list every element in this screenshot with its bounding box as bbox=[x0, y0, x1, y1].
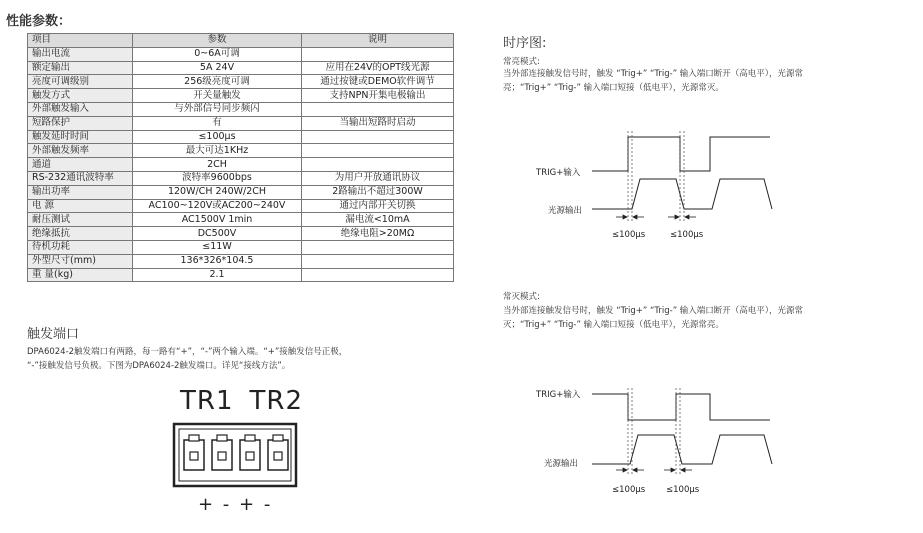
off-desc-line-2: 灭；“Trig+” “Trig-” 输入端口短接（低电平），光源常亮。 bbox=[503, 320, 724, 330]
table-row bbox=[28, 116, 454, 130]
cell-item: 外部触发输入 bbox=[28, 102, 133, 116]
delay-label-4: ≤100μs bbox=[666, 485, 700, 495]
cell-desc: 绝缘电阻>20MΩ bbox=[302, 227, 454, 241]
header-item: 项目 bbox=[28, 34, 133, 48]
tr2-label: TR2 bbox=[249, 386, 303, 416]
off-mode-description bbox=[503, 304, 903, 332]
cell-param: 波特率9600bps bbox=[133, 171, 302, 185]
table-row bbox=[28, 144, 454, 158]
delay-label-3: ≤100μs bbox=[612, 485, 646, 495]
cell-item: 输出电流 bbox=[28, 47, 133, 61]
cell-desc: 当输出短路时启动 bbox=[302, 116, 454, 130]
connector-diagram bbox=[172, 422, 298, 488]
normal-desc-line-1: 当外部连接触发信号时，触发 “Trig+” “Trig-” 输入端口断开（高电平），光源常 bbox=[503, 69, 804, 79]
cell-desc: 为用户开放通讯协议 bbox=[302, 171, 454, 185]
header-param: 参数 bbox=[133, 34, 302, 48]
cell-item: 重 量(kg) bbox=[28, 268, 133, 282]
cell-desc: 应用在24V的OPT线光源 bbox=[302, 61, 454, 75]
section-title: 性能参数： bbox=[6, 14, 72, 29]
terminal-2 bbox=[212, 435, 232, 470]
cell-param: 136*326*104.5 bbox=[133, 254, 302, 268]
trigger-desc-line-2: “-”接触发信号负极。下图为DPA6024-2触发端口。详见“接线方法”。 bbox=[27, 361, 291, 371]
cell-desc bbox=[302, 158, 454, 172]
cell-desc bbox=[302, 47, 454, 61]
light-output-label-2: 光源输出 bbox=[544, 459, 579, 469]
cell-item: 通道 bbox=[28, 158, 133, 172]
cell-param: 最大可达1KHz bbox=[133, 144, 302, 158]
pin-polarity-labels: + - + - bbox=[198, 494, 273, 515]
cell-item: 外型尺寸(mm) bbox=[28, 254, 133, 268]
normal-mode-description bbox=[503, 67, 903, 95]
spec-table bbox=[27, 33, 454, 282]
cell-item: 绝缘抵抗 bbox=[28, 227, 133, 241]
terminal-3 bbox=[240, 435, 260, 470]
trig-input-label: TRIG+输入 bbox=[536, 168, 581, 178]
cell-param: 256级亮度可调 bbox=[133, 75, 302, 89]
cell-desc bbox=[302, 102, 454, 116]
cell-item: 亮度可调级别 bbox=[28, 75, 133, 89]
cell-param: 开关量触发 bbox=[133, 89, 302, 103]
cell-item: RS-232通讯波特率 bbox=[28, 171, 133, 185]
cell-param: 2CH bbox=[133, 158, 302, 172]
cell-param: 0~6A可调 bbox=[133, 47, 302, 61]
cell-desc: 2路输出不超过300W bbox=[302, 185, 454, 199]
trigger-desc-line-1: DPA6024-2触发端口有两路，每一路有“+”，“-”两个输入端。“+”接触发信号正极， bbox=[27, 347, 348, 357]
table-row bbox=[28, 240, 454, 254]
table-header-row bbox=[28, 34, 454, 48]
cell-item: 外部触发频率 bbox=[28, 144, 133, 158]
cell-desc bbox=[302, 144, 454, 158]
table-row bbox=[28, 47, 454, 61]
terminal-4 bbox=[268, 435, 288, 470]
trig-input-label-2: TRIG+输入 bbox=[536, 390, 581, 400]
cell-param: 120W/CH 240W/2CH bbox=[133, 185, 302, 199]
table-row bbox=[28, 61, 454, 75]
cell-param: AC1500V 1min bbox=[133, 213, 302, 227]
cell-param: AC100~120V或AC200~240V bbox=[133, 199, 302, 213]
delay-label-2: ≤100μs bbox=[670, 230, 704, 240]
cell-item: 短路保护 bbox=[28, 116, 133, 130]
cell-desc bbox=[302, 130, 454, 144]
cell-param: 2.1 bbox=[133, 268, 302, 282]
cell-param: DC500V bbox=[133, 227, 302, 241]
off-timing-diagram bbox=[530, 380, 790, 498]
cell-item: 待机功耗 bbox=[28, 240, 133, 254]
cell-desc: 通过内部开关切换 bbox=[302, 199, 454, 213]
light-output-label: 光源输出 bbox=[548, 206, 583, 216]
terminal-1 bbox=[184, 435, 204, 470]
cell-desc bbox=[302, 240, 454, 254]
table-row bbox=[28, 213, 454, 227]
cell-param: 有 bbox=[133, 116, 302, 130]
cell-param: 与外部信号同步频闪 bbox=[133, 102, 302, 116]
cell-desc: 漏电流<10mA bbox=[302, 213, 454, 227]
cell-param: ≤100μs bbox=[133, 130, 302, 144]
header-desc: 说明 bbox=[302, 34, 454, 48]
table-row bbox=[28, 254, 454, 268]
table-row bbox=[28, 102, 454, 116]
cell-param: ≤11W bbox=[133, 240, 302, 254]
cell-item: 触发方式 bbox=[28, 89, 133, 103]
off-desc-line-1: 当外部连接触发信号时，触发 “Trig+” “Trig-” 输入端口断开（高电平），光源常 bbox=[503, 306, 804, 316]
table-row bbox=[28, 75, 454, 89]
table-row bbox=[28, 89, 454, 103]
cell-desc: 通过按键或DEMO软件调节 bbox=[302, 75, 454, 89]
trigger-description bbox=[27, 345, 457, 373]
table-row bbox=[28, 130, 454, 144]
table-row bbox=[28, 158, 454, 172]
cell-desc bbox=[302, 254, 454, 268]
cell-desc: 支持NPN开集电极输出 bbox=[302, 89, 454, 103]
table-row bbox=[28, 227, 454, 241]
cell-param: 5A 24V bbox=[133, 61, 302, 75]
cell-item: 额定输出 bbox=[28, 61, 133, 75]
delay-label-1: ≤100μs bbox=[612, 230, 646, 240]
cell-item: 电 源 bbox=[28, 199, 133, 213]
normal-desc-line-2: 亮；“Trig+” “Trig-” 输入端口短接（低电平），光源常灭。 bbox=[503, 83, 724, 93]
table-row bbox=[28, 199, 454, 213]
table-row bbox=[28, 171, 454, 185]
table-row bbox=[28, 268, 454, 282]
cell-item: 触发延时时间 bbox=[28, 130, 133, 144]
port-labels bbox=[180, 386, 319, 416]
cell-item: 耐压测试 bbox=[28, 213, 133, 227]
cell-item: 输出功率 bbox=[28, 185, 133, 199]
normal-timing-diagram bbox=[530, 125, 790, 243]
off-mode-title: 常灭模式: bbox=[503, 292, 540, 302]
trigger-section-title: 触发端口 bbox=[27, 327, 80, 342]
tr1-label: TR1 bbox=[180, 386, 234, 416]
table-row bbox=[28, 185, 454, 199]
normal-mode-title: 常亮模式: bbox=[503, 57, 540, 67]
timing-title: 时序图: bbox=[503, 36, 547, 51]
cell-desc bbox=[302, 268, 454, 282]
